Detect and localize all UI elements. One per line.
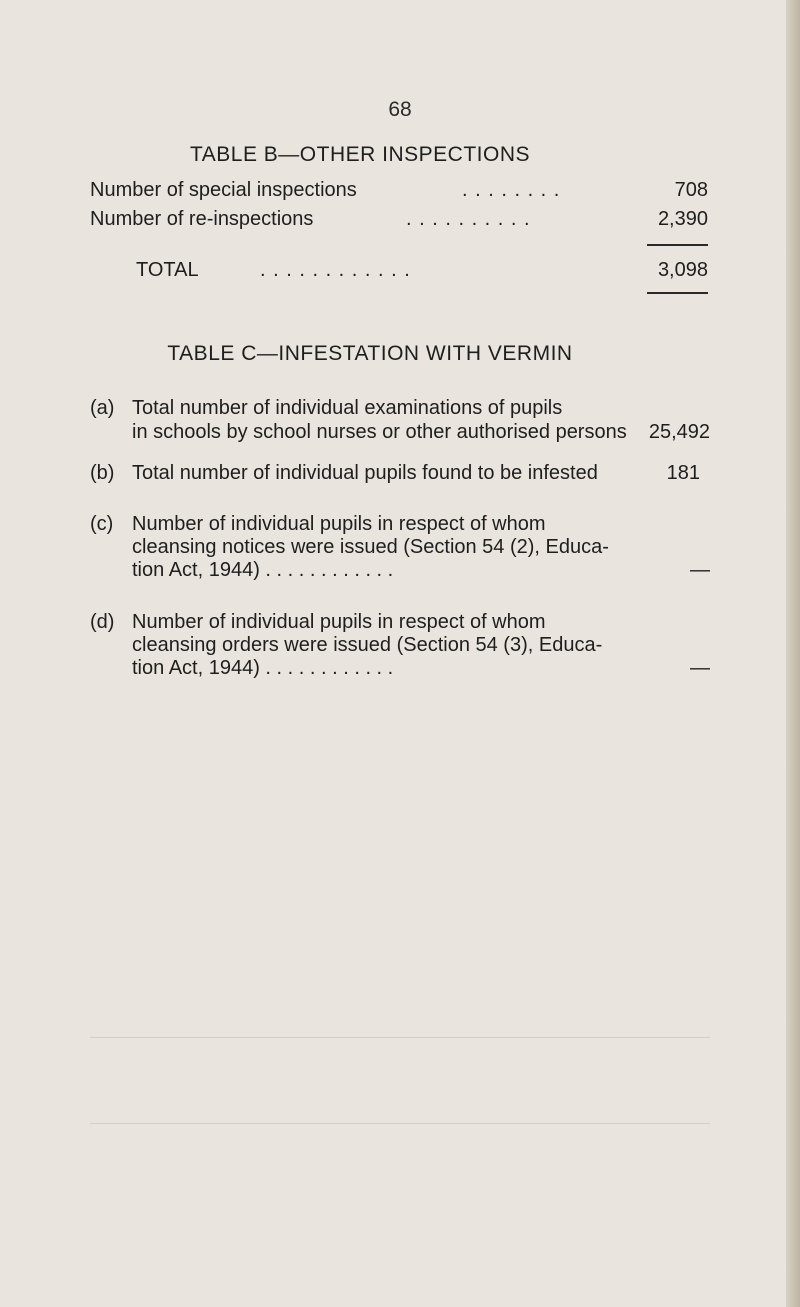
table-b-total bbox=[90, 256, 708, 284]
item-text-line: Number of individual pupils in respect of whom bbox=[132, 611, 546, 633]
table-b-title: TABLE B—OTHER INSPECTIONS bbox=[190, 143, 530, 166]
table-c-item-c bbox=[90, 512, 710, 588]
row-value: 708 bbox=[674, 179, 708, 201]
item-marker: (b) bbox=[90, 462, 115, 484]
item-text-line: tion Act, 1944) . . . . . . . . . . . . bbox=[132, 559, 394, 581]
table-c-title: TABLE C—INFESTATION WITH VERMIN bbox=[167, 342, 573, 365]
item-text-line: Number of individual pupils in respect of whom bbox=[132, 513, 546, 535]
table-c-item-d bbox=[90, 610, 710, 686]
leader-dots: . . . . . . . . . . bbox=[406, 208, 531, 230]
item-value: — bbox=[690, 559, 710, 581]
item-value: — bbox=[690, 657, 710, 679]
leader-dots: . . . . . . . . bbox=[462, 179, 561, 201]
row-label: Number of re-inspections bbox=[90, 208, 314, 230]
total-value: 3,098 bbox=[657, 259, 708, 281]
leader-dots: . . . . . . . . . . . . bbox=[260, 259, 411, 281]
show-through-line bbox=[90, 1123, 710, 1124]
table-b-row-special bbox=[90, 176, 708, 204]
item-text-line: tion Act, 1944) . . . . . . . . . . . . bbox=[132, 657, 394, 679]
row-label: Number of special inspections bbox=[90, 179, 357, 201]
sum-rule bbox=[647, 244, 708, 246]
table-c-item-a bbox=[90, 396, 710, 446]
show-through-line bbox=[90, 1037, 710, 1038]
total-rule bbox=[647, 292, 708, 294]
item-text-line: Total number of individual pupils found to be infested bbox=[132, 462, 598, 484]
item-marker: (d) bbox=[90, 611, 115, 633]
item-text-line: in schools by school nurses or other authorised persons bbox=[132, 421, 627, 443]
item-text-line: cleansing notices were issued (Section 54 (2), Educa- bbox=[132, 536, 609, 558]
item-marker: (a) bbox=[90, 397, 115, 419]
page-edge bbox=[786, 0, 800, 1307]
row-value: 2,390 bbox=[657, 208, 708, 230]
item-text-line: cleansing orders were issued (Section 54 (3), Educa- bbox=[132, 634, 603, 656]
page-number: 68 bbox=[388, 98, 412, 121]
item-value: 181 bbox=[666, 462, 700, 484]
table-b-row-reinspections bbox=[90, 205, 708, 233]
item-text-line: Total number of individual examinations of pupils bbox=[132, 397, 563, 419]
table-c-item-b bbox=[90, 461, 710, 487]
total-label: TOTAL bbox=[136, 259, 199, 281]
item-marker: (c) bbox=[90, 513, 114, 535]
item-value: 25,492 bbox=[648, 421, 710, 443]
